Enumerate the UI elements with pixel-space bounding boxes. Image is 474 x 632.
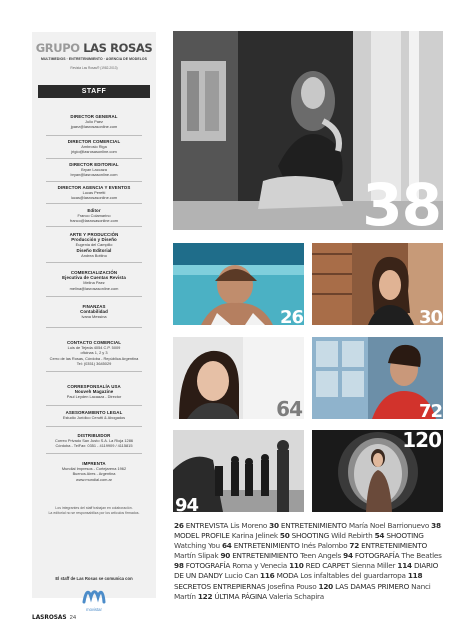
divider	[46, 405, 142, 406]
contents-section: SECRETOS ENTREPIERNAS	[174, 581, 266, 591]
staff-role: Nouveh Magazine	[74, 389, 114, 395]
contents-page-number: 38	[431, 521, 441, 530]
staff-heading: STAFF	[38, 85, 150, 98]
staff-role: DIRECTOR AGENCIA Y EVENTOS	[57, 185, 131, 190]
contents-section: MODEL PROFILE	[174, 531, 230, 541]
staff-sidebar	[32, 32, 156, 612]
page-number-label: 94	[175, 495, 199, 512]
contact-city: Cerro de las Rosas, Córdoba - República Argentina	[49, 355, 139, 361]
staff-phone: Córdoba - TelFax: 0351 - 4119909 / 4115815	[55, 443, 133, 449]
staff-name: Julio Paez	[85, 119, 103, 125]
contents-page-number: 120	[318, 581, 334, 591]
contents-section: MODA	[276, 571, 299, 581]
divider	[46, 203, 142, 204]
contents-entry	[220, 551, 341, 560]
contents-entry	[174, 561, 287, 570]
staff-block-contacto-comercial	[32, 340, 156, 366]
contents-entry	[260, 571, 406, 580]
staff-role: Ejecutiva de Cuentas Revista	[62, 275, 126, 281]
staff-role: DIRECTOR GENERAL	[70, 114, 118, 119]
photo-ines-palombo	[173, 337, 304, 419]
staff-role: Producción y Diseño	[71, 237, 117, 243]
contents-section: FOTOGRAFÍA	[185, 561, 231, 571]
staff-block-arte-produccion	[32, 232, 156, 258]
divider	[46, 135, 142, 136]
photo-entrevista	[173, 243, 304, 325]
divider	[46, 181, 142, 182]
staff-website: www.mundial.com.ar	[76, 476, 112, 482]
divider	[46, 371, 142, 372]
contents-title: Watching You	[174, 541, 220, 551]
table-of-contents	[174, 521, 444, 602]
disclaimer	[32, 506, 156, 516]
staff-block-editor	[32, 208, 156, 224]
contents-page-number: 90	[220, 551, 231, 561]
contents-title: Los infaltables del guardarropa	[300, 571, 406, 581]
contents-page-number: 98	[174, 561, 184, 571]
page-number-label: 120	[402, 430, 441, 452]
contents-title: Lucio Can	[224, 571, 258, 581]
sponsor-text: El staff de Las Rosas se comunica con	[55, 576, 133, 581]
photo-model-profile	[173, 31, 443, 230]
disclaimer-line: La editorial no se responsabiliza por los artículos firmados.	[48, 511, 140, 515]
contents-entry	[269, 521, 429, 530]
contents-page-number: 64	[221, 541, 232, 551]
staff-role: Contabilidad	[80, 309, 108, 315]
divider	[46, 426, 142, 427]
contents-entry	[198, 592, 324, 601]
contents-entry	[289, 561, 395, 570]
contents-section: ENTRETENIMIENTO	[232, 551, 299, 561]
staff-name: Andrea Bottino	[81, 252, 107, 258]
staff-block-director-comercial	[32, 139, 156, 155]
contents-page-number: 30	[269, 521, 279, 530]
contents-entry	[222, 541, 347, 550]
staff-name: Ambrosio Riga	[81, 144, 107, 150]
staff-name: Bryan Laccaza	[81, 167, 107, 173]
staff-role: Editor	[87, 208, 101, 213]
contents-title: Sienna Miller	[351, 561, 396, 571]
page-number-label: 30	[418, 307, 442, 325]
divider	[46, 453, 142, 454]
contents-title: Teen Angels	[300, 551, 342, 561]
contents-title: Lis Moreno	[230, 521, 268, 530]
staff-block-imprenta	[32, 461, 156, 482]
contents-page-number: 110	[289, 561, 304, 571]
staff-role: FINANZAS	[82, 304, 106, 309]
contents-section: ENTRETENIMIENTO	[280, 521, 347, 530]
contents-title: Valeria Schapira	[268, 591, 325, 601]
page-number-label: 26	[279, 307, 303, 325]
staff-name: Melina Paez	[83, 280, 105, 286]
divider	[46, 327, 142, 328]
brand-word-grupo: GRUPO	[35, 41, 80, 55]
staff-email: bryan@lasrosasonline.com	[70, 172, 118, 178]
contact-address: Luis de Tejeda 4054 C.P. 5009	[67, 345, 121, 351]
contents-page-number: 116	[260, 571, 275, 581]
staff-block-finanzas	[32, 304, 156, 320]
staff-name: Lucas Peretti	[82, 190, 106, 196]
staff-role: ASESORAMIENTO LEGAL	[65, 410, 123, 415]
contents-title: Wild Rebirth	[331, 531, 373, 541]
brand-word-las-rosas: LAS ROSAS	[83, 41, 153, 55]
staff-block-asesoramiento-legal	[32, 410, 156, 420]
page-number-label: 72	[418, 401, 442, 419]
staff-role: ARTE Y PRODUCCIÓN	[69, 232, 119, 237]
page-number-label: 64	[276, 397, 302, 419]
contents-section: LAS DAMAS PRIMERO	[335, 581, 410, 591]
staff-role: DIRECTOR COMERCIAL	[67, 139, 121, 144]
contents-page-number: 26	[174, 521, 184, 530]
contents-title: Roma y Venecia	[232, 561, 288, 571]
contents-section: SHOOTING	[291, 531, 329, 541]
staff-block-distribuidor	[32, 433, 156, 449]
photo-martin-slipak	[312, 337, 443, 419]
staff-address: Correo Privado San Justo S.A. La Rioja 1286	[54, 438, 134, 444]
staff-name: Paul Leyden Lacaaza - Director	[66, 394, 122, 400]
staff-role: IMPRENTA	[82, 461, 106, 466]
staff-role: CONTACTO COMERCIAL	[66, 340, 122, 345]
staff-role: Diseño Editorial	[76, 247, 112, 253]
staff-block-comercializacion	[32, 270, 156, 291]
contents-page-number: 114	[397, 561, 412, 571]
contents-section: ENTRETENIMIENTO	[233, 541, 300, 551]
staff-name: Estudio Jurídico Cerutti & Abogados	[62, 415, 126, 421]
staff-city: Buenos Aires - Argentina	[72, 471, 116, 477]
staff-block-director-agencia	[32, 185, 156, 201]
staff-block-director-editorial	[32, 162, 156, 178]
contents-title: Karina Jelinek	[231, 531, 278, 541]
contents-page-number: 94	[343, 551, 353, 561]
contents-title: Inés Palombo	[301, 541, 348, 551]
contents-page-number: 50	[279, 531, 290, 541]
contents-page-number: 118	[407, 571, 423, 581]
staff-email: jpaez@lasrosasonline.com	[70, 124, 118, 130]
contents-title: Josefina Pouso	[267, 581, 317, 591]
photo-the-beatles	[173, 430, 304, 512]
contents-title: Martín Slipak	[174, 551, 219, 561]
brand-subline: Revista Las Rosas® (1982-2013)	[70, 66, 118, 70]
staff-name: Eugenia del Campillo	[75, 242, 113, 248]
staff-name: Franco Colamarino	[77, 213, 111, 219]
photo-ultima-pagina	[312, 430, 443, 512]
staff-role: COMERCIALIZACIÓN	[70, 270, 118, 275]
contents-section: FOTOGRAFÍA	[354, 551, 400, 561]
contents-page-number: 122	[197, 591, 213, 601]
contents-section: RED CARPET	[305, 561, 350, 571]
contents-title: The Beatles	[401, 551, 442, 561]
contents-section: SHOOTING	[386, 531, 424, 541]
contents-entry	[174, 521, 267, 530]
divider	[46, 296, 142, 297]
movistar-logo-icon	[82, 588, 106, 604]
contents-section: ÚLTIMA PÁGINA	[214, 591, 267, 601]
contents-title: Nanci Martín	[174, 581, 431, 601]
staff-email: melina@lasrosasonline.com	[69, 285, 119, 291]
staff-email: franco@lasrosasonline.com	[69, 218, 119, 224]
sponsor-logo-text: movistar	[86, 607, 102, 612]
divider	[46, 262, 142, 263]
page-number-label: 38	[362, 171, 441, 230]
divider	[46, 158, 142, 159]
page-folio	[32, 615, 76, 621]
brand-logo	[32, 42, 156, 55]
contents-section: ENTREVISTA	[185, 521, 229, 530]
staff-email: lucas@lasrosasonline.com	[70, 195, 118, 201]
staff-role: DIRECTOR EDITORIAL	[69, 162, 119, 167]
photo-maria-noel	[312, 243, 443, 325]
brand-tagline: MULTIMEDIOS · ENTRETENIMIENTO · AGENCIA DE MODELOS	[41, 57, 147, 61]
staff-name: Ivana Messina	[81, 314, 107, 320]
contents-title: María Noel Barrionuevo	[348, 521, 430, 530]
contents-section: DIARIO DE UN DANDY	[174, 561, 439, 581]
staff-block-corresponsalia-usa	[32, 384, 156, 400]
contents-entry	[343, 551, 442, 560]
contact-office: oficinas 1, 2 y 3	[80, 350, 108, 356]
contact-phone: Tel: (0351) 3645029	[76, 360, 112, 366]
staff-email: jrigio@lasrosasonline.com	[71, 149, 117, 155]
divider	[46, 226, 142, 227]
staff-address: Mundial Impresos - Cortejarena 1962	[61, 466, 127, 472]
staff-block-director-general	[32, 114, 156, 130]
folio-page-number: 24	[69, 615, 77, 621]
folio-brand: LASROSAS	[32, 615, 67, 621]
staff-role: DISTRIBUIDOR	[77, 433, 111, 438]
contents-entry	[280, 531, 373, 540]
disclaimer-line: Los integrantes del staff trabajan en colaboración.	[55, 506, 133, 510]
contents-page-number: 54	[374, 531, 385, 541]
contents-page-number: 72	[349, 541, 360, 551]
contents-section: ENTRETENIMIENTO	[361, 541, 427, 551]
staff-role: CORRESPONSALÍA USA	[67, 384, 121, 389]
